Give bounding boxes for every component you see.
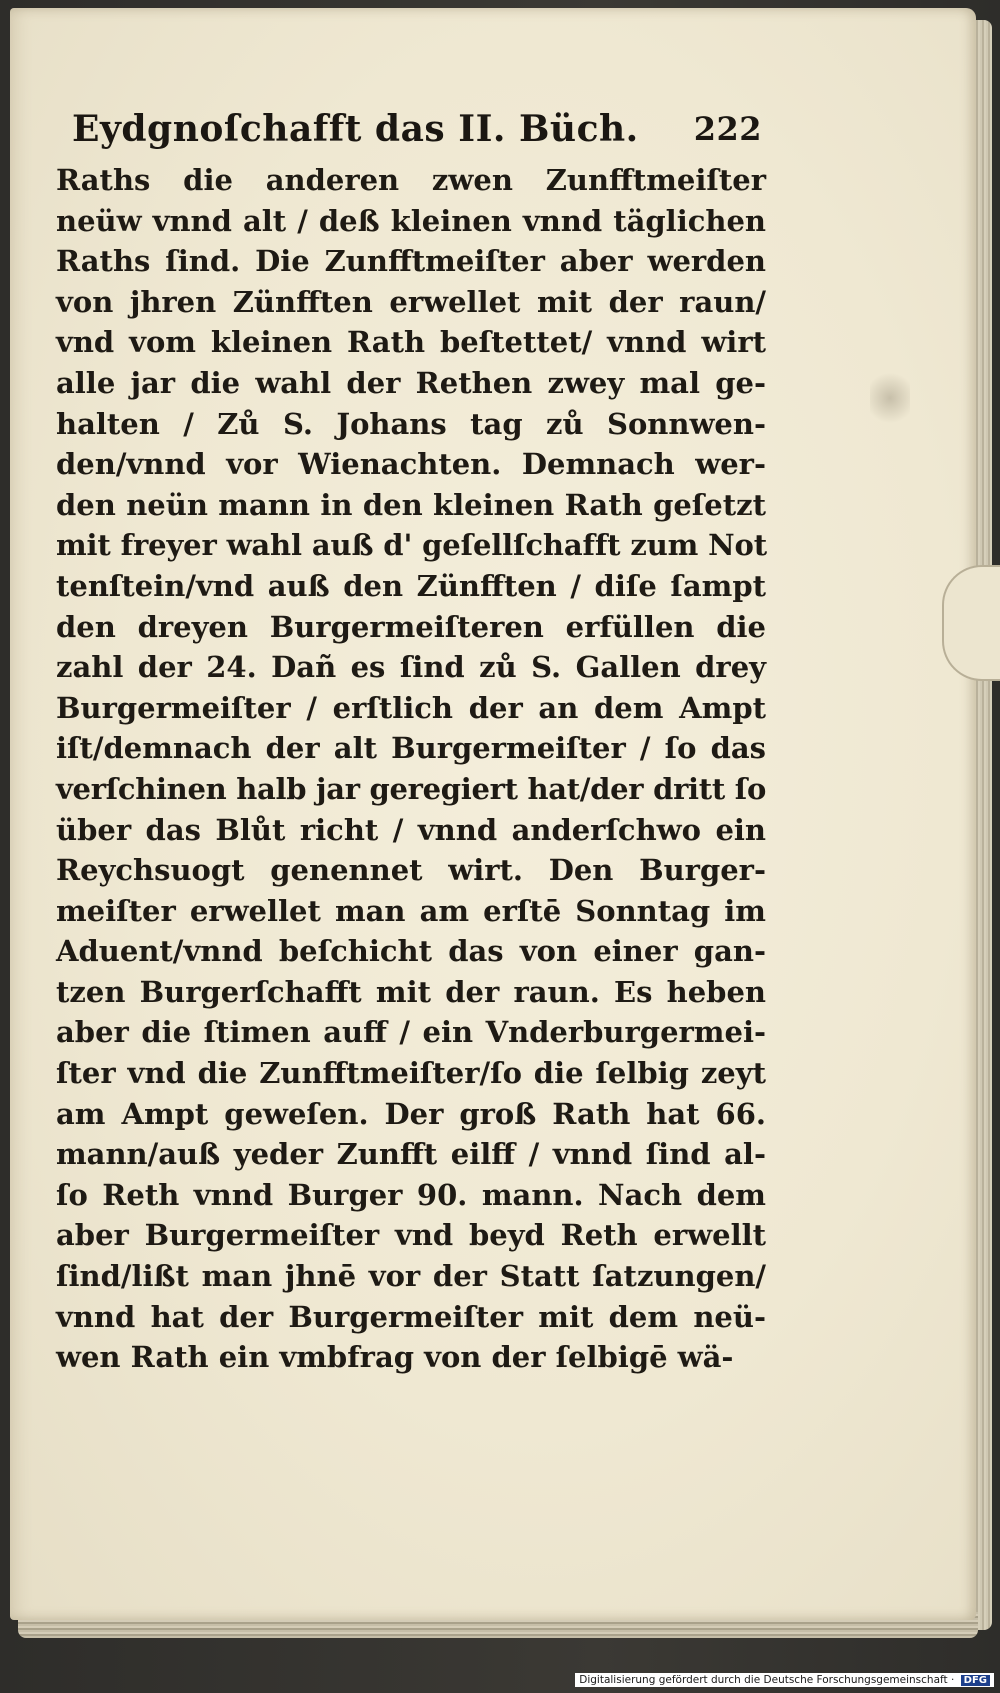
running-header: [72, 108, 762, 156]
dfg-footer: [575, 1673, 994, 1687]
text-line: Raths die anderen zwen Zunfftmeiſter: [56, 163, 766, 197]
text-line: meiſter erwellet man am erſtē Sonntag im: [56, 893, 766, 928]
text-line: aber die ſtimen auff / ein Vnderburgermei-: [56, 1015, 766, 1050]
text-line: tenſtein/vnd auß den Zünfften / diſe ſampt: [56, 568, 766, 603]
ink-smudge: [870, 368, 910, 428]
dfg-logo: DFG: [961, 1675, 990, 1686]
running-title: Eydgnoſchafft das II. Büch.: [72, 108, 639, 150]
text-line: halten / Zů S. Johans tag zů Sonnwen-: [56, 406, 766, 441]
text-line: alle jar die wahl der Rethen zwey mal ge-: [56, 365, 766, 400]
text-line: mann/auß yeder Zunfft eilff / vnnd ſind al-: [56, 1137, 766, 1172]
text-line: wen Rath ein vmbfrag von der ſelbigē wä-: [56, 1340, 734, 1375]
text-line: den/vnnd vor Wienachten. Demnach wer-: [56, 447, 766, 482]
text-line: über das Blůt richt / vnnd anderſchwo ein: [56, 812, 766, 847]
text-line: aber Burgermeiſter vnd beyd Reth erwellt: [56, 1218, 766, 1253]
text-line: neüw vnnd alt / deß kleinen vnnd täglichen: [56, 203, 766, 238]
text-line: zahl der 24. Dañ es ſind zů S. Gallen drey: [56, 650, 766, 685]
text-line: ſter vnd die Zunfftmeiſter/ſo die ſelbig zeyt: [56, 1056, 766, 1091]
text-line: ſo Reth vnnd Burger 90. mann. Nach dem: [56, 1177, 766, 1212]
text-line: vnd vom kleinen Rath beſtettet/ vnnd wirt: [56, 325, 766, 360]
text-line: mit freyer wahl auß d' geſellſchafft zum Not: [56, 528, 767, 563]
text-line: Aduent/vnnd beſchicht das von einer gan-: [56, 934, 766, 969]
text-line: vnnd hat der Burgermeiſter mit dem neü-: [56, 1299, 766, 1334]
text-line: am Ampt geweſen. Der groß Rath hat 66.: [56, 1096, 766, 1131]
text-line: ſind/lißt man jhnē vor der Statt ſatzungen/: [56, 1259, 766, 1294]
text-line: Raths ſind. Die Zunfftmeiſter aber werden: [56, 244, 766, 279]
text-line: von jhren Zünfften erwellet mit der raun/: [56, 284, 766, 319]
text-line: Burgermeiſter / erſtlich der an dem Ampt: [56, 690, 766, 725]
text-line: den dreyen Burgermeiſteren erfüllen die: [56, 609, 766, 644]
text-line: den neün mann in den kleinen Rath geſetzt: [56, 487, 766, 522]
clasp-tab: [942, 565, 1000, 681]
text-line: Reychsuogt genennet wirt. Den Burger-: [56, 853, 766, 888]
page-number: 222: [693, 110, 762, 148]
text-line: iſt/demnach der alt Burgermeiſter / ſo das: [56, 731, 766, 766]
footer-text: Digitalisierung gefördert durch die Deutsche Forschungsgemeinschaft ·: [579, 1674, 955, 1686]
body-text: [56, 160, 766, 1378]
text-line: verſchinen halb jar geregiert hat/der dritt ſo: [56, 771, 766, 806]
text-line: tzen Burgerſchafft mit der raun. Es heben: [56, 974, 766, 1009]
